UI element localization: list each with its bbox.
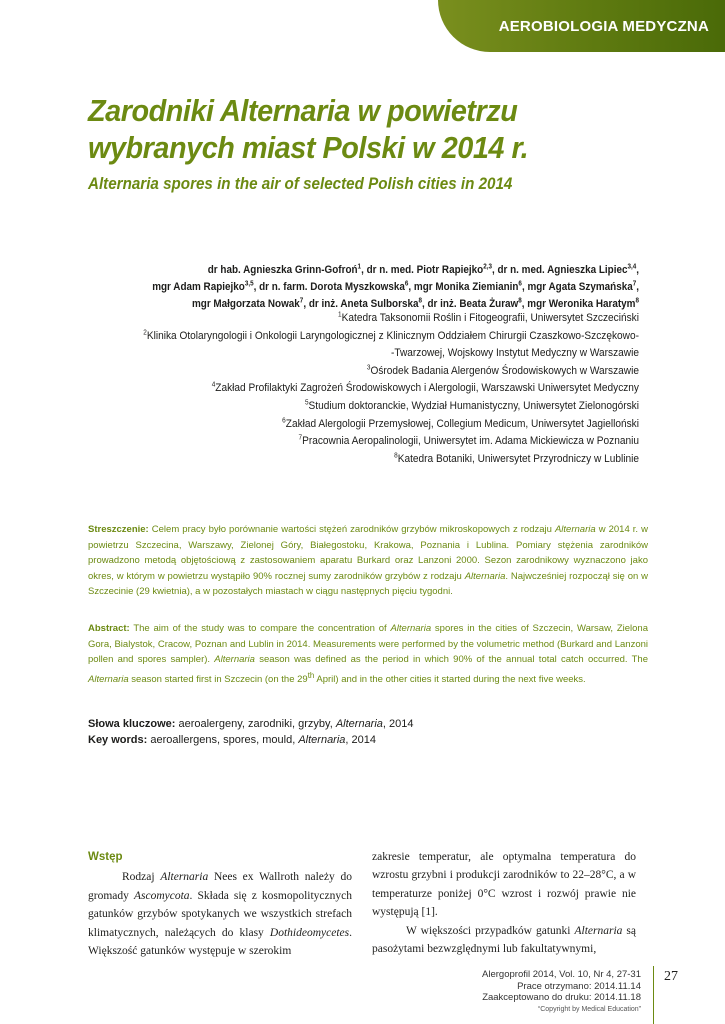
author: mgr Małgorzata Nowak <box>191 298 300 310</box>
abstract-italic: Alternaria <box>464 570 506 582</box>
body-italic: Alternaria <box>160 871 209 884</box>
keywords-text: , 2014 <box>345 734 376 746</box>
title-pl-line2: wybranych miast Polski w 2014 r. <box>88 130 529 165</box>
affiliation-item <box>69 451 639 469</box>
keywords-italic: Alternaria <box>298 734 346 746</box>
affiliation-text: Ośrodek Badania Alergenów Środowiskowych w Warszawie <box>370 364 639 377</box>
body-text: . Większość gatunków występuje w szerokim <box>88 926 352 958</box>
received-date: Prace otrzymano: 2014.11.14 <box>517 980 641 992</box>
affiliation-number: 7 <box>298 434 303 442</box>
affiliation-item <box>69 310 639 328</box>
footer-info <box>401 969 641 1015</box>
affiliation-text: Zakład Profilaktyki Zagrożeń Środowiskowych i Alergologii, Warszawski Uniwersytet Medyczny <box>215 382 640 395</box>
abstract-text: season was defined as the period in which 90% of the annual total catch occurred. The <box>254 654 648 666</box>
affiliation-number: 1 <box>338 311 342 319</box>
abstract-text: spores in the cities of Szczecin, Warsaw, Zielona Gora, Bialystok, Cracow, Poznan and Lublin in 2014. Measurements were performed by the volumetric method (Burkard and Lanzoni pollen and spores sampler). <box>88 623 648 666</box>
author: , dr n. med. Agnieszka Lipiec <box>491 264 628 276</box>
affiliation-number: 3 <box>366 364 371 372</box>
author-sup: 7 <box>632 280 637 288</box>
title-pl-line1: Zarodniki Alternaria w powietrzu <box>88 93 518 128</box>
affiliation-number: 5 <box>304 399 309 407</box>
section-label: AEROBIOLOGIA MEDYCZNA <box>498 17 709 35</box>
affiliation-number: 2 <box>143 328 147 336</box>
body-paragraph <box>372 922 636 959</box>
affiliation-item <box>69 398 639 416</box>
keywords-text: aeroalergeny, zarodniki, grzyby, <box>175 718 336 730</box>
abstract-text: April) and in the other cities it started during the next five weeks. <box>314 673 586 685</box>
article-title-polish <box>88 92 646 166</box>
keywords-block <box>88 716 648 748</box>
author-sup: 6 <box>518 280 522 288</box>
keywords-english <box>88 732 648 748</box>
abstract-italic: Alternaria <box>390 623 432 634</box>
affiliation-item <box>69 345 639 363</box>
abstract-italic: Alternaria <box>214 654 255 666</box>
affiliation-text: Zakład Alergologii Przemysłowej, Collegium Medicum, Uniwersytet Jagielloński <box>285 417 639 430</box>
affiliation-text: Studium doktoranckie, Wydział Humanistyczny, Uniwersytet Zielonogórski <box>308 399 639 412</box>
body-text: W większości przypadków gatunki <box>406 924 575 937</box>
keywords-polish <box>88 716 648 732</box>
author-sup: 3,4 <box>627 263 637 271</box>
body-italic: Ascomycota <box>133 889 190 902</box>
ordinal-sup: th <box>307 670 315 680</box>
author-list <box>135 262 639 313</box>
affiliation-item <box>69 433 639 451</box>
abstract-italic: Alternaria <box>88 673 129 685</box>
abstract-text: Celem pracy było porównanie wartości stężeń zarodników grzybów mikroskopowych z rodzaju <box>148 524 555 535</box>
affiliation-item <box>69 380 639 398</box>
author: , dr n. med. Piotr Rapiejko <box>361 264 484 276</box>
author: , dr inż. Beata Żuraw <box>421 298 519 310</box>
abstract-pl-label: Streszczenie: <box>88 524 149 535</box>
abstract-en-label: Abstract: <box>88 623 130 634</box>
author: , mgr Weronika Haratym <box>521 298 636 310</box>
author: dr hab. Agnieszka Grinn-Gofroń <box>207 264 358 276</box>
affiliation-text: Katedra Taksonomii Roślin i Fitogeografii, Uniwersytet Szczeciński <box>341 312 639 324</box>
keywords-text: aeroallergens, spores, mould, <box>147 734 299 746</box>
affiliation-number: 4 <box>211 381 216 389</box>
abstract-text: . Najwcześniej rozpoczął się on w Szczecinie (29 kwietnia), a w pozostałych miastach w ciągu następnych pięciu tygodni. <box>88 570 648 598</box>
author-sup: 1 <box>357 263 362 271</box>
author: , mgr Monika Ziemianin <box>408 281 519 293</box>
author: , dr n. farm. Dorota Myszkowska <box>253 281 405 293</box>
body-text: są pasożytami bezwzględnymi lub fakultatywnymi, <box>372 924 636 956</box>
author-sup: 3,5 <box>244 280 254 288</box>
affiliation-list <box>69 310 639 468</box>
body-text: Rodzaj <box>122 871 161 884</box>
affiliation-item <box>69 328 639 346</box>
affiliation-item <box>69 416 639 434</box>
author: , dr inż. Aneta Sulborska <box>303 298 419 310</box>
section-header-tab <box>438 0 725 52</box>
keywords-pl-label: Słowa kluczowe: <box>88 718 176 730</box>
abstract-polish <box>88 522 648 600</box>
keywords-italic: Alternaria <box>335 718 383 730</box>
body-italic: Alternaria <box>574 924 623 937</box>
body-text: Nees ex Wallroth należy do gromady <box>88 871 352 902</box>
affiliation-text: Pracownia Aeropalinologii, Uniwersytet im. Adama Mickiewicza w Poznaniu <box>302 435 639 448</box>
author-sup: 8 <box>518 297 522 305</box>
author-sup: 8 <box>635 297 639 305</box>
abstract-english <box>88 621 648 688</box>
abstract-italic: Alternaria <box>554 524 596 535</box>
accepted-date: Zaakceptowano do druku: 2014.11.18 <box>482 992 641 1003</box>
affiliation-text: Katedra Botaniki, Uniwersytet Przyrodniczy w Lublinie <box>397 452 639 465</box>
section-heading-intro: Wstęp <box>88 851 123 863</box>
keywords-text: , 2014 <box>382 718 414 730</box>
author-sep: , <box>636 264 639 276</box>
affiliation-text: Klinika Otolaryngologii i Onkologii Laryngologicznej z Klinicznym Oddziałem Chirurgii Czaszkowo-Szczękowo- <box>146 329 639 342</box>
footer-divider <box>653 966 654 1024</box>
author-sep: , <box>636 281 639 293</box>
affiliation-number: 6 <box>282 416 286 424</box>
body-italic: Dothideomycetes <box>269 926 350 939</box>
abstract-text: season started first in Szczecin (on the 29 <box>128 673 308 685</box>
journal-citation: Alergoprofil 2014, Vol. 10, Nr 4, 27-31 <box>482 969 641 980</box>
body-paragraph: zakresie temperatur, ale optymalna temperatura do wzrostu grzybni i produkcji zarodników to 22–28°C, a w temperaturze poniżej 0°C wzrost i rozwój prawie nie występują [1]. <box>372 851 636 919</box>
body-text: . Składa się z kosmopolitycznych gatunków grzybów spotykanych we wszystkich strefach klimatycznych, należących do klasy <box>88 889 352 939</box>
copyright-note: “Copyright by Medical Education” <box>537 1005 641 1013</box>
affiliation-text: -Twarzowej, Wojskowy Instytut Medyczny w Warszawie <box>390 347 639 360</box>
author-sup: 2,3 <box>483 263 492 271</box>
author-sup: 7 <box>299 297 304 305</box>
author-sup: 8 <box>418 297 422 305</box>
author-sup: 6 <box>404 280 409 288</box>
page-number: 27 <box>664 969 678 984</box>
body-column-left <box>88 848 352 960</box>
affiliation-number: 8 <box>394 452 398 460</box>
author: mgr Adam Rapiejko <box>152 281 245 293</box>
affiliation-item <box>69 363 639 381</box>
author: , mgr Agata Szymańska <box>521 281 633 293</box>
keywords-en-label: Key words: <box>88 734 148 746</box>
body-paragraph <box>88 868 352 960</box>
abstract-text: w 2014 r. w powietrzu Szczecina, Warszawy, Zielonej Góry, Białegostoku, Krakowa, Poznania i Lublina. Pomiary stężenia zarodników prowadzono metodą objętościową z zastosowaniem aparatu Burkard oraz Lanzoni 2000. Sezon zarodnikowy wyznaczono jako okres, w którym w powietrzu wystąpiło 90% rocznej sumy zarodników grzybów z rodzaju <box>88 524 648 582</box>
body-column-right <box>372 848 636 958</box>
abstract-text: The aim of the study was to compare the concentration of <box>129 623 391 634</box>
article-title-english: Alternaria spores in the air of selected Polish cities in 2014 <box>88 175 513 193</box>
